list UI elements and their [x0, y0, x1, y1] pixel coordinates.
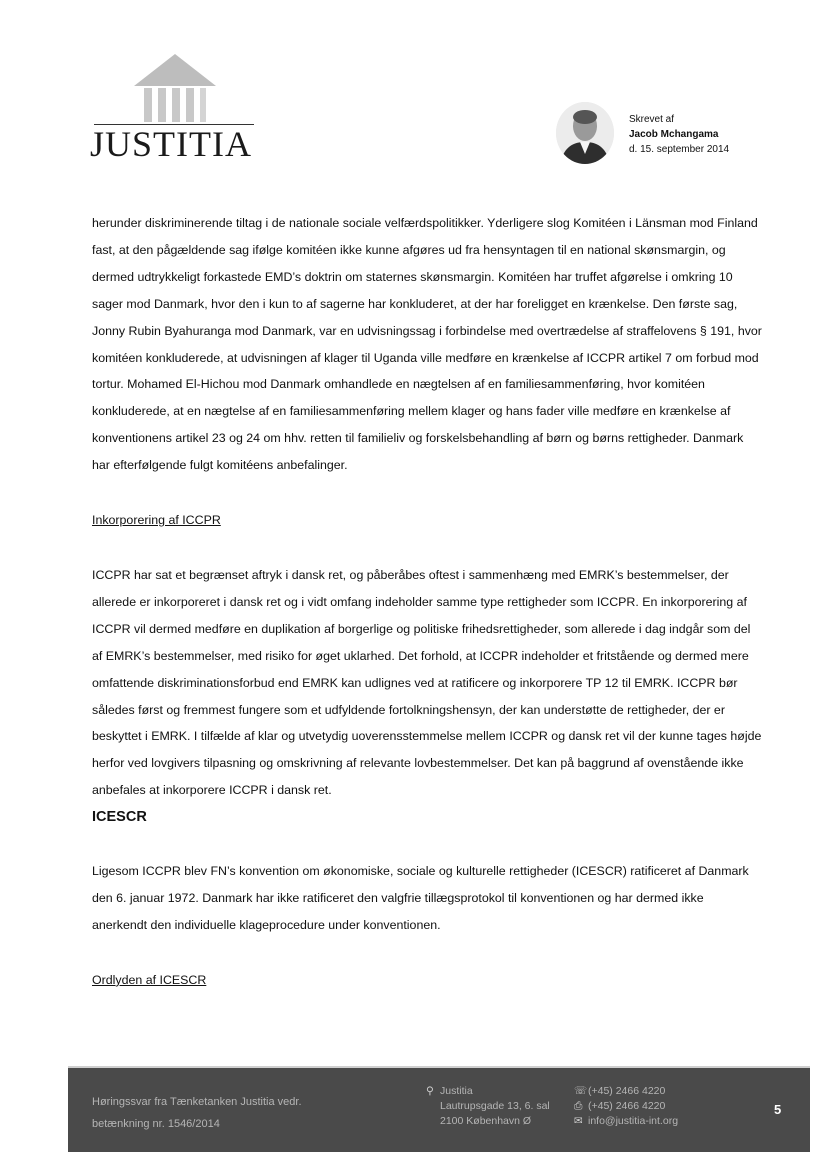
- document-body: [92, 210, 762, 994]
- author-block: [556, 102, 786, 172]
- author-info: [629, 112, 729, 157]
- footer-city: 2100 København Ø: [440, 1115, 532, 1127]
- temple-logo-icon: [132, 52, 218, 124]
- page-footer: [68, 1066, 810, 1152]
- fax-icon: ⎙: [574, 1100, 583, 1112]
- paragraph-2: ICCPR har sat et begrænset aftryk i dansk ret, og påberåbes oftest i sammenhæng med EMRK’s bestemmelser, der allerede er inkorporeret i dansk ret og i vidt omfang indeholder samme type rettigheder som ICCPR. En inkorporering af ICCPR vil dermed medføre en duplikation af borgerlige og politiske frihedsrettigheder, som allerede i dag indgår som del af EMRK’s bestemmelser, med risiko for øget uklarhed. Det forhold, at ICCPR indeholder et fritstående og dermed mere omfattende diskriminationsforbud end EMRK kan udlignes ved at ratificere og inkorporere TP 12 til EMRK. ICCPR bør således først og fremmest fungere som et udfyldende fortolkningshensyn, der kan understøtte de rettigheder, der er beskyttet i EMRK. I tilfælde af klar og utvetydig uoverensstemmelse mellem ICCPR og dansk ret vil der kunne tages højde herfor ved lovgivers tilpasning og omskrivning af relevante lovbestemmelser. Det kan på baggrund af ovenstående ikke anbefales at inkorporere ICCPR i dansk ret.: [92, 567, 762, 798]
- author-name: Jacob Mchangama: [629, 129, 719, 140]
- footer-phone: (+45) 2466 4220: [588, 1085, 666, 1097]
- paragraph-1: herunder diskriminerende tiltag i de nationale sociale velfærdspolitikker. Yderligere slog Komitéen i Länsman mod Finland fast, at den pågældende sag ifølge komitéen ikke kunne afgøres ud fra hensyntagen til en national skønsmargin, og dermed udtrykkeligt forkastede EMD’s doktrin om staternes skønsmargin. Komitéen har truffet afgørelse i omkring 10 sager mod Danmark, hvor den i kun to af sagerne har konkluderet, at der har foreligget en krænkelse. Den første sag, Jonny Rubin Byahuranga mod Danmark, var en udvisningssag i forbindelse med overtrædelse af straffelovens § 191, hvor komitéen konkluderede, at udvisningen af klager til Uganda ville medføre en krænkelse af ICCPR artikel 7 om forbud mod tortur. Mohamed El-Hichou mod Danmark omhandlede en nægtelsen af en familiesammenføring, hvor komitéen konkluderede, at en nægtelse af en familiesammenføring mellem klager og hans fader ville medføre en krænkelse af konventionens artikel 23 og 24 om hhv. retten til familieliv og forskelsbehandling af børn og børns rettigheder. Danmark har efterfølgende fulgt komitéens anbefalinger.: [92, 216, 762, 473]
- footer-title: [92, 1091, 302, 1135]
- justitia-logo: [90, 52, 260, 167]
- footer-org: Justitia: [440, 1085, 473, 1097]
- phone-icon: ☏: [574, 1085, 588, 1097]
- logo-text: JUSTITIA: [90, 124, 252, 164]
- author-avatar: [556, 102, 614, 164]
- heading-icescr: ICESCR: [92, 809, 147, 826]
- footer-title-line-1: Høringssvar fra Tænketanken Justitia vedr.: [92, 1096, 302, 1108]
- footer-top-line: [68, 1066, 810, 1068]
- footer-address: [426, 1084, 550, 1129]
- location-pin-icon: ⚲: [426, 1085, 434, 1097]
- footer-contact: [574, 1084, 678, 1129]
- author-date: d. 15. september 2014: [629, 144, 730, 155]
- person-portrait-icon: [556, 102, 614, 164]
- subheading-inkorporering: Inkorporering af ICCPR: [92, 513, 221, 528]
- footer-email: info@justitia-int.org: [588, 1115, 679, 1127]
- paragraph-3: Ligesom ICCPR blev FN’s konvention om økonomiske, sociale og kulturelle rettigheder (ICESCR) ratificeret af Danmark den 6. januar 1972. Danmark har ikke ratificeret den valgfrie tillægsprotokol til konventionen og har dermed ikke anerkendt den individuelle klageprocedure under konventionen.: [92, 864, 749, 932]
- email-icon: ✉: [574, 1115, 583, 1127]
- page-number: 5: [774, 1102, 782, 1117]
- author-label: Skrevet af: [629, 114, 675, 125]
- footer-title-line-2: betænkning nr. 1546/2014: [92, 1118, 220, 1130]
- footer-fax: (+45) 2466 4220: [588, 1100, 666, 1112]
- subheading-ordlyden: Ordlyden af ICESCR: [92, 972, 207, 987]
- footer-street: Lautrupsgade 13, 6. sal: [440, 1100, 550, 1112]
